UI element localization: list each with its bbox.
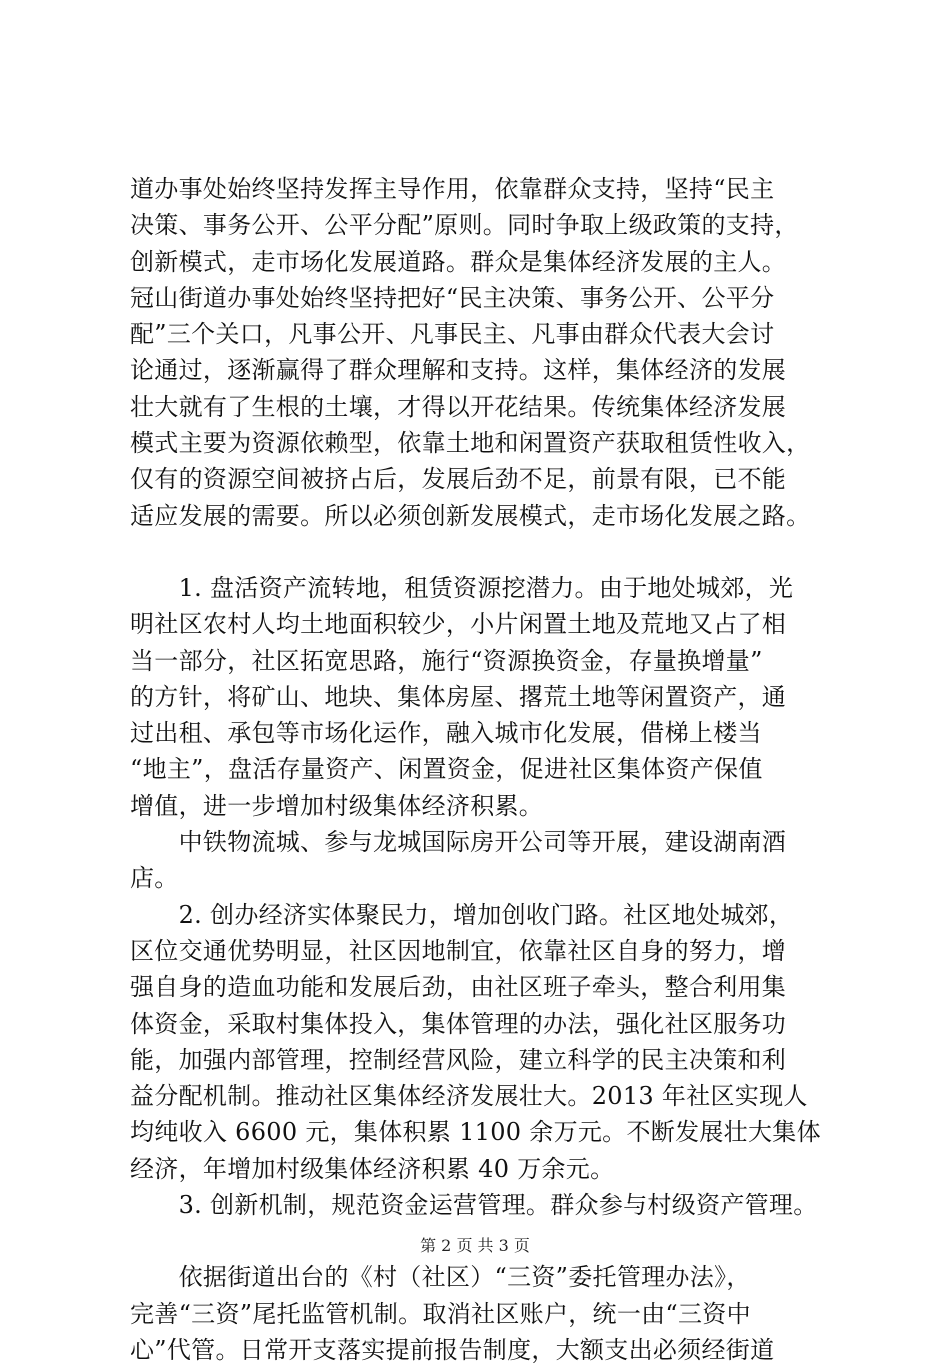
text-line: 明社区农村人均土地面积较少，小片闲置土地及荒地又占了相 (130, 610, 787, 639)
text-line: 强自身的造血功能和发展后劲，由社区班子牵头，整合利用集 (130, 973, 787, 1002)
paragraph-item-2 (130, 897, 850, 1187)
text-line: 体资金，采取村集体投入，集体管理的办法，强化社区服务功 (130, 1009, 787, 1038)
text-line: 完善“三资”尾托监管机制。取消社区账户，统一由“三资中 (130, 1299, 751, 1328)
text-line: 2. 创办经济实体聚民力，增加创收门路。社区地处城郊， (130, 900, 794, 929)
text-line: 的方针，将矿山、地块、集体房屋、撂荒土地等闲置资产，通 (130, 682, 787, 711)
text-line: 道办事处始终坚持发挥主导作用，依靠群众支持，坚持“民主 (130, 175, 775, 203)
text-line: 经济，年增加村级集体经济积累 40 万余元。 (130, 1154, 615, 1183)
text-line: 区位交通优势明显，社区因地制宜，依靠社区自身的努力，增 (130, 936, 787, 965)
text-line: 店。 (130, 864, 179, 893)
paragraph-regulation (130, 1259, 850, 1368)
paragraph-intro (130, 171, 850, 534)
text-line: 壮大就有了生根的土壤，才得以开花结果。传统集体经济发展 (130, 392, 787, 421)
text-line: 适应发展的需要。所以必须创新发展模式，走市场化发展之路。 (130, 501, 811, 530)
text-line: 1. 盘活资产流转地，租赁资源挖潜力。由于地处城郊，光 (130, 573, 794, 602)
text-line: 冠山街道办事处始终坚持把好“民主决策、事务公开、公平分 (130, 283, 775, 312)
text-line: 当一部分，社区拓宽思路，施行“资源换资金，存量换增量” (130, 646, 763, 675)
text-line: 模式主要为资源依赖型，依靠土地和闲置资产获取租赁性收入， (130, 429, 811, 458)
text-line: 创新模式，走市场化发展道路。群众是集体经济发展的主人。 (130, 247, 787, 276)
text-line: 决策、事务公开、公平分配”原则。同时争取上级政策的支持， (130, 211, 799, 240)
text-line: 论通过，逐渐赢得了群众理解和支持。这样，集体经济的发展 (130, 356, 787, 385)
text-line: 配”三个关口，凡事公开、凡事民主、凡事由群众代表大会讨 (130, 320, 775, 349)
text-line: 增值，进一步增加村级集体经济积累。 (130, 791, 544, 820)
paragraph-projects (130, 824, 850, 897)
text-line: 过出租、承包等市场化运作，融入城市化发展，借梯上楼当 (130, 719, 762, 748)
text-line: 中铁物流城、参与龙城国际房开公司等开展，建设湖南酒 (130, 828, 787, 857)
paragraph-item-1 (130, 570, 850, 824)
text-line: 仅有的资源空间被挤占后，发展后劲不足，前景有限，已不能 (130, 465, 787, 494)
document-body (130, 171, 850, 1368)
text-line: 能，加强内部管理，控制经营风险，建立科学的民主决策和利 (130, 1045, 787, 1074)
text-line: 3. 创新机制，规范资金运营管理。群众参与村级资产管理。 (130, 1191, 818, 1220)
text-line: 均纯收入 6600 元，集体积累 1100 余万元。不断发展壮大集体 (130, 1118, 821, 1147)
text-line: “地主”，盘活存量资产、闲置资金，促进社区集体资产保值 (130, 755, 763, 784)
text-line: 益分配机制。推动社区集体经济发展壮大。2013 年社区实现人 (130, 1082, 808, 1111)
page-number-footer: 第 2 页 共 3 页 (420, 1236, 530, 1255)
text-line: 心”代管。日常开支落实提前报告制度，大额支出必须经街道 (130, 1335, 775, 1364)
text-line: 依据街道出台的《村（社区）“三资”委托管理办法》， (130, 1263, 751, 1292)
paragraph-item-3 (130, 1187, 850, 1223)
paragraph-spacer (130, 534, 850, 570)
